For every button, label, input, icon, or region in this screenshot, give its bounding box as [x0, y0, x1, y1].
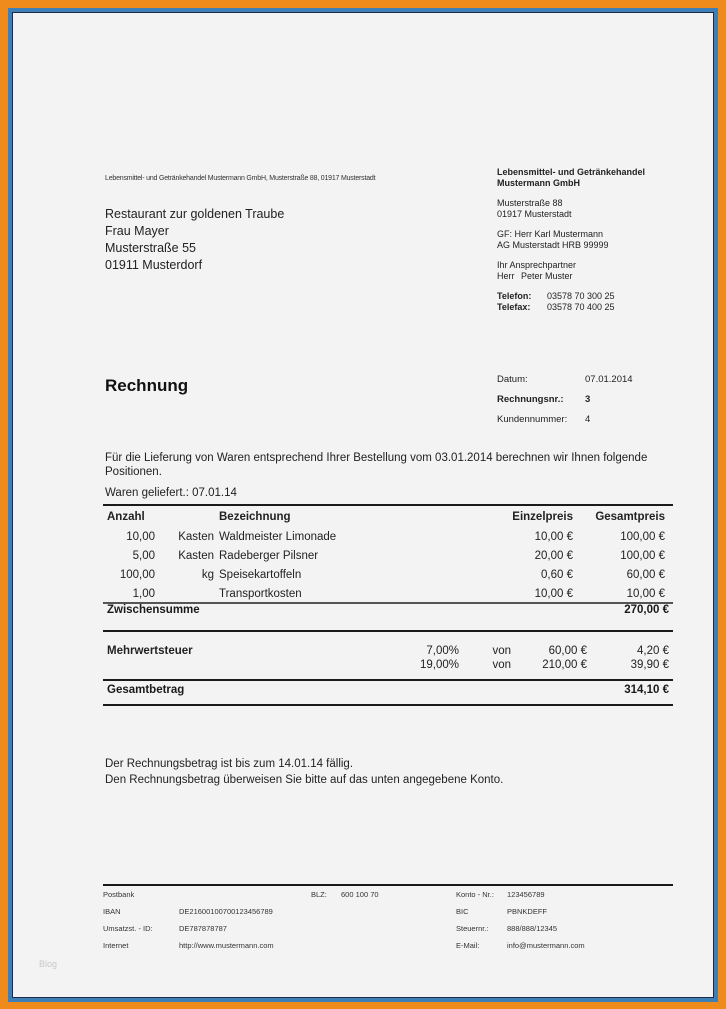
phone-label: Telefon: — [497, 291, 532, 301]
invoice-number-label: Rechnungsnr.: — [497, 394, 564, 405]
internet-label: Internet — [103, 941, 129, 950]
footer-row — [103, 903, 673, 920]
row-total-price: 60,00 € — [626, 568, 665, 581]
vat-base: 60,00 € — [548, 645, 587, 657]
table-row — [103, 546, 673, 565]
row-unit: Kasten — [178, 549, 214, 562]
recipient-contact: Frau Mayer — [105, 224, 169, 238]
vat-von: von — [492, 659, 511, 671]
email-link[interactable]: info@mustermann.com — [507, 941, 585, 950]
recipient-company: Restaurant zur goldenen Traube — [105, 207, 285, 221]
due-date-text: Der Rechnungsbetrag ist bis zum 14.01.14 fällig. — [105, 758, 354, 770]
subtotal-row — [103, 604, 673, 616]
vat-von: von — [492, 645, 511, 657]
payment-instruction: Den Rechnungsbetrag überweisen Sie bitte auf das unten angegebene Konto. — [105, 774, 504, 786]
company-gf: GF: Herr Karl Mustermann — [497, 229, 604, 239]
date-value: 07.01.2014 — [585, 374, 633, 385]
vat-id-label: Umsatzst. - ID: — [103, 924, 153, 933]
grand-total-label: Gesamtbetrag — [107, 684, 185, 696]
bank-name: Postbank — [103, 890, 135, 899]
sender-return-address: Lebensmittel- und Getränkehandel Mustermann GmbH, Musterstraße 88, 01917 Musterstadt — [105, 175, 376, 182]
header-unit-price: Einzelpreis — [512, 511, 573, 523]
row-unit: kg — [201, 568, 214, 581]
fax-value: 03578 70 400 25 — [547, 302, 615, 312]
vat-rate: 7,00% — [426, 645, 459, 657]
recipient-street: Musterstraße 55 — [105, 241, 197, 255]
grand-total-value: 314,10 € — [624, 684, 669, 696]
table-header — [103, 507, 673, 527]
row-qty: 100,00 — [119, 568, 155, 581]
company-info — [497, 167, 645, 313]
table-row — [103, 565, 673, 584]
invoice-page — [12, 12, 714, 998]
row-desc: Transportkosten — [219, 587, 302, 600]
tax-number-label: Steuernr.: — [456, 924, 489, 933]
recipient-address — [105, 206, 284, 274]
header-qty: Anzahl — [107, 511, 145, 523]
vat-rate: 19,00% — [419, 659, 459, 671]
footer-row — [103, 937, 673, 954]
row-desc: Radeberger Pilsner — [219, 549, 319, 562]
row-unit-price: 10,00 € — [534, 530, 573, 543]
vat-amount: 4,20 € — [637, 645, 669, 657]
company-register: AG Musterstadt HRB 99999 — [497, 240, 609, 250]
contact-person — [497, 271, 645, 282]
bic-value: PBNKDEFF — [507, 907, 548, 916]
vat-label: Mehrwertsteuer — [107, 645, 193, 657]
vat-base: 210,00 € — [542, 659, 587, 671]
account-label: Konto - Nr.: — [456, 890, 494, 899]
vat-id-value: DE787878787 — [179, 924, 227, 933]
row-total-price: 100,00 € — [620, 549, 665, 562]
table-row — [103, 584, 673, 603]
vat-row — [103, 644, 673, 658]
subtotal-value: 270,00 € — [624, 604, 669, 616]
company-city: 01917 Musterstadt — [497, 209, 572, 219]
grand-total-row — [103, 684, 673, 696]
footer-row — [103, 886, 673, 903]
customer-number-row — [497, 410, 633, 430]
row-unit: Kasten — [178, 530, 214, 543]
date-label: Datum: — [497, 374, 528, 385]
row-qty: 10,00 — [126, 530, 155, 543]
contact-name: Peter Muster — [521, 271, 573, 281]
email-label: E-Mail: — [456, 941, 480, 950]
vat-section — [103, 644, 673, 672]
vat-row — [103, 658, 673, 672]
row-qty: 5,00 — [132, 549, 155, 562]
table-top-divider — [103, 504, 673, 506]
total-top-divider — [103, 679, 673, 681]
company-name-2: Mustermann GmbH — [497, 178, 581, 188]
vat-divider — [103, 630, 673, 632]
contact-label: Ihr Ansprechpartner — [497, 260, 577, 270]
contact-salutation: Herr — [497, 271, 515, 281]
vat-amount: 39,90 € — [630, 659, 669, 671]
website-link[interactable]: http://www.mustermann.com — [179, 941, 274, 950]
row-qty: 1,00 — [132, 587, 155, 600]
invoice-meta — [497, 370, 633, 430]
customer-number-value: 4 — [585, 414, 591, 425]
total-bottom-divider — [103, 704, 673, 706]
document-title: Rechnung — [105, 376, 189, 395]
iban-value: DE21600100700123456789 — [179, 907, 273, 916]
customer-number-label: Kundennummer: — [497, 414, 568, 425]
row-unit-price: 0,60 € — [541, 568, 573, 581]
row-unit-price: 20,00 € — [534, 549, 573, 562]
recipient-city: 01911 Musterdorf — [105, 258, 203, 272]
row-unit-price: 10,00 € — [534, 587, 573, 600]
account-value: 123456789 — [507, 890, 545, 899]
table-row — [103, 527, 673, 546]
header-total-price: Gesamtpreis — [595, 511, 665, 523]
date-row — [497, 370, 633, 390]
bank-footer — [103, 886, 673, 954]
blz-label: BLZ: — [311, 890, 327, 899]
iban-label: IBAN — [103, 907, 121, 916]
watermark: Blog — [39, 959, 58, 969]
invoice-number-row — [497, 390, 633, 410]
fax-label: Telefax: — [497, 302, 531, 312]
phone-row — [497, 291, 645, 302]
line-items-table — [103, 507, 673, 603]
row-desc: Speisekartoffeln — [219, 568, 302, 581]
row-total-price: 100,00 € — [620, 530, 665, 543]
intro-text: Für die Lieferung von Waren entsprechend Ihrer Bestellung vom 03.01.2014 berechnen wir Ihnen folgende Positionen. — [105, 452, 648, 478]
blz-value: 600 100 70 — [341, 890, 379, 899]
invoice-number-value: 3 — [585, 394, 591, 405]
tax-number-value: 888/888/12345 — [507, 924, 558, 933]
closing-text — [105, 756, 503, 788]
subtotal-label: Zwischensumme — [107, 604, 200, 616]
fax-row — [497, 302, 645, 313]
bic-label: BIC — [456, 907, 469, 916]
row-total-price: 10,00 € — [626, 587, 665, 600]
footer-row — [103, 920, 673, 937]
company-street: Musterstraße 88 — [497, 198, 563, 208]
company-name-1: Lebensmittel- und Getränkehandel — [497, 167, 646, 177]
delivery-date: Waren geliefert.: 07.01.14 — [105, 487, 237, 499]
header-desc: Bezeichnung — [219, 511, 291, 523]
row-desc: Waldmeister Limonade — [219, 530, 337, 543]
phone-value: 03578 70 300 25 — [547, 291, 615, 301]
